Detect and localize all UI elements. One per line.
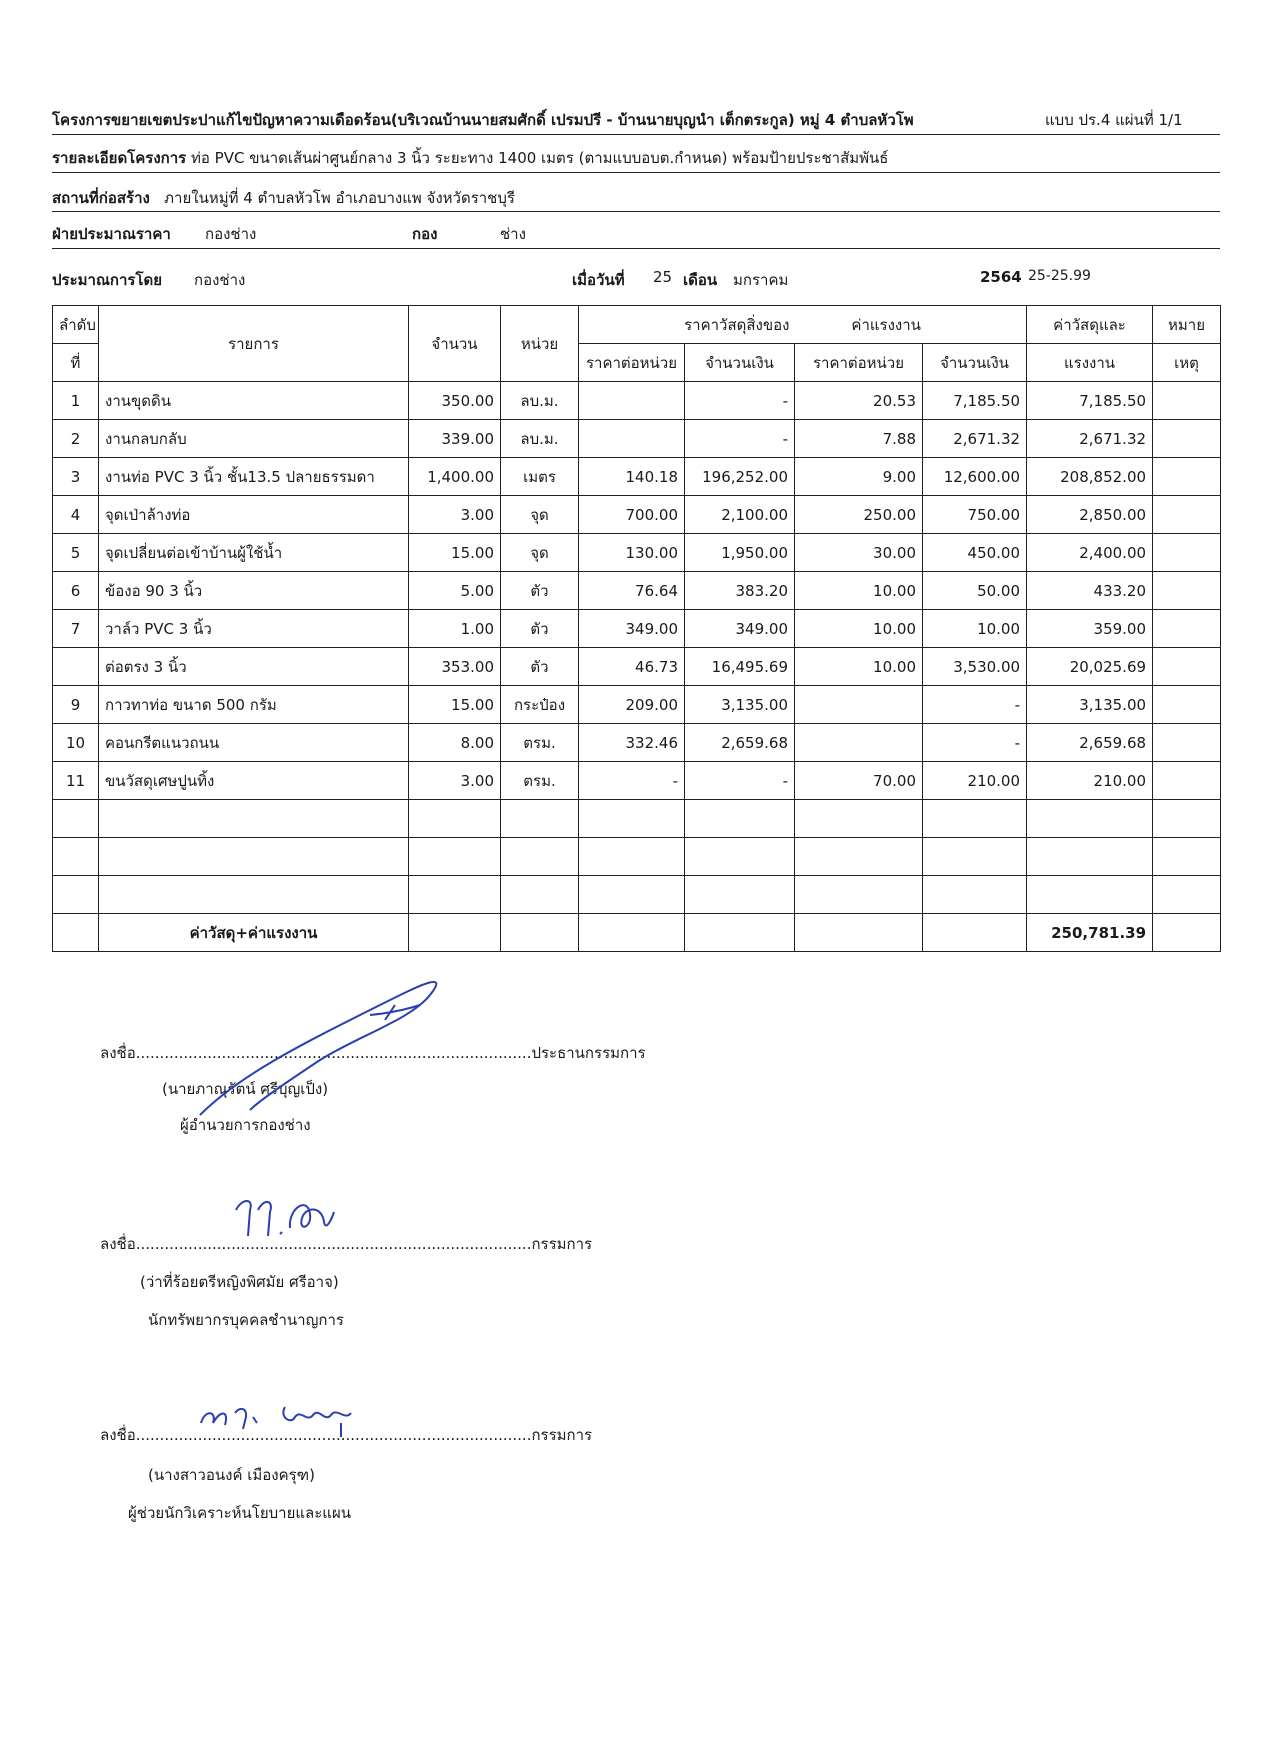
row-mat-amount: 383.20 — [685, 572, 795, 610]
col-mat-price-header: ราคาต่อหน่วย — [579, 344, 685, 382]
row-mat-price: 209.00 — [579, 686, 685, 724]
row-lab-price: 10.00 — [795, 610, 923, 648]
row-mat-amount: 16,495.69 — [685, 648, 795, 686]
signer-role: กรรมการ — [531, 1235, 593, 1253]
row-total: 20,025.69 — [1027, 648, 1153, 686]
row-lab-price: 10.00 — [795, 572, 923, 610]
row-mat-price: 349.00 — [579, 610, 685, 648]
row-lab-amount: 7,185.50 — [923, 382, 1027, 420]
row-lab-amount: - — [923, 724, 1027, 762]
row-remark — [1153, 648, 1221, 686]
signer-title-1: ผู้อำนวยการกองช่าง — [180, 1116, 311, 1134]
row-no: 5 — [53, 534, 99, 572]
row-remark — [1153, 572, 1221, 610]
row-no: 7 — [53, 610, 99, 648]
details-text: ท่อ PVC ขนาดเส้นผ่าศูนย์กลาง 3 นิ้ว ระยะทาง 1400 เมตร (ตามแบบอบต.กำหนด) พร้อมป้ายประชาสัมพันธ์ — [191, 149, 889, 167]
row-unit: กระป๋อง — [501, 686, 579, 724]
signature-line-2 — [100, 1232, 592, 1256]
row-unit: ตรม. — [501, 762, 579, 800]
row-lab-price — [795, 724, 923, 762]
row-no: 1 — [53, 382, 99, 420]
row-no: 2 — [53, 420, 99, 458]
table-row — [53, 724, 1221, 762]
row-lab-amount: 210.00 — [923, 762, 1027, 800]
row-lab-price: 30.00 — [795, 534, 923, 572]
date-day: 25 — [653, 268, 673, 286]
row-no: 11 — [53, 762, 99, 800]
row-total: 433.20 — [1027, 572, 1153, 610]
row-total: 2,671.32 — [1027, 420, 1153, 458]
estimate-table — [52, 305, 1221, 952]
material-group-header: ราคาวัสดุสิ่งของ — [684, 315, 790, 334]
row-mat-amount: - — [685, 382, 795, 420]
month-value: มกราคม — [733, 271, 789, 289]
divider — [52, 134, 1220, 135]
signer-role: ประธานกรรมการ — [531, 1044, 646, 1062]
col-total-header-2: แรงงาน — [1027, 344, 1153, 382]
divider — [52, 211, 1220, 212]
year-note: 25-25.99 — [1028, 268, 1091, 284]
empty-row — [53, 876, 1221, 914]
row-mat-amount: 1,950.00 — [685, 534, 795, 572]
row-total: 7,185.50 — [1027, 382, 1153, 420]
row-unit: เมตร — [501, 458, 579, 496]
row-item: งานกลบกลับ — [99, 420, 409, 458]
row-total: 359.00 — [1027, 610, 1153, 648]
row-unit: ลบ.ม. — [501, 382, 579, 420]
signer-name-3: (นางสาวอนงค์ เมืองครุฑ) — [148, 1466, 315, 1484]
row-total: 3,135.00 — [1027, 686, 1153, 724]
location-line — [52, 186, 1220, 210]
total-value: 250,781.39 — [1027, 914, 1153, 952]
sign-dots: ................................................................................... — [135, 1044, 532, 1062]
row-remark — [1153, 458, 1221, 496]
row-unit: ตัว — [501, 572, 579, 610]
row-item: งานขุดดิน — [99, 382, 409, 420]
row-lab-amount: 2,671.32 — [923, 420, 1027, 458]
row-lab-amount: - — [923, 686, 1027, 724]
details-label: รายละเอียดโครงการ — [52, 149, 187, 167]
handwritten-signature-2 — [228, 1188, 338, 1248]
row-no: 6 — [53, 572, 99, 610]
table-row — [53, 686, 1221, 724]
row-unit: จุด — [501, 496, 579, 534]
table-row — [53, 572, 1221, 610]
row-no: 3 — [53, 458, 99, 496]
date-label: เมื่อวันที่ — [572, 271, 625, 289]
total-row — [53, 914, 1221, 952]
labor-group-header: ค่าแรงงาน — [851, 315, 921, 334]
empty-row — [53, 838, 1221, 876]
table-row — [53, 762, 1221, 800]
row-mat-amount: - — [685, 762, 795, 800]
row-lab-price: 70.00 — [795, 762, 923, 800]
division-value: ช่าง — [500, 225, 526, 243]
row-no: 9 — [53, 686, 99, 724]
row-mat-price: 332.46 — [579, 724, 685, 762]
row-total: 2,659.68 — [1027, 724, 1153, 762]
col-lab-price-header: ราคาต่อหน่วย — [795, 344, 923, 382]
estimator-label: ประมาณการโดย — [52, 271, 163, 289]
col-lab-amount-header: จำนวนเงิน — [923, 344, 1027, 382]
row-mat-price: 46.73 — [579, 648, 685, 686]
row-total: 2,400.00 — [1027, 534, 1153, 572]
row-remark — [1153, 420, 1221, 458]
signer-name-2: (ว่าที่ร้อยตรีหญิงพิศมัย ศรีอาจ) — [140, 1273, 339, 1291]
row-unit: ตัว — [501, 648, 579, 686]
row-qty: 1.00 — [409, 610, 501, 648]
sign-dots: ................................................................................... — [135, 1426, 532, 1444]
col-no-header: ลำดับ — [53, 306, 99, 344]
row-unit: ตรม. — [501, 724, 579, 762]
table-row — [53, 496, 1221, 534]
row-lab-price: 7.88 — [795, 420, 923, 458]
row-lab-amount: 750.00 — [923, 496, 1027, 534]
row-mat-price — [579, 420, 685, 458]
row-qty: 350.00 — [409, 382, 501, 420]
col-qty-header: จำนวน — [409, 306, 501, 382]
signer-name-1: (นายภาณุรัตน์ ศรีบุญเป็ง) — [162, 1080, 329, 1098]
row-lab-price: 20.53 — [795, 382, 923, 420]
row-item: คอนกรีตแนวถนน — [99, 724, 409, 762]
row-qty: 3.00 — [409, 762, 501, 800]
row-mat-price — [579, 382, 685, 420]
sign-label: ลงชื่อ — [100, 1044, 136, 1062]
row-mat-price: 130.00 — [579, 534, 685, 572]
row-item: วาล์ว PVC 3 นิ้ว — [99, 610, 409, 648]
row-qty: 5.00 — [409, 572, 501, 610]
row-no — [53, 648, 99, 686]
empty-row — [53, 800, 1221, 838]
row-remark — [1153, 610, 1221, 648]
row-lab-amount: 12,600.00 — [923, 458, 1027, 496]
col-mat-amount-header: จำนวนเงิน — [685, 344, 795, 382]
table-row — [53, 382, 1221, 420]
header-row-1 — [53, 306, 1221, 344]
row-item: ต่อตรง 3 นิ้ว — [99, 648, 409, 686]
details-line — [52, 146, 1220, 170]
col-remark-header: หมาย — [1153, 306, 1221, 344]
col-no-header-2: ที่ — [53, 344, 99, 382]
row-qty: 3.00 — [409, 496, 501, 534]
row-lab-price: 9.00 — [795, 458, 923, 496]
col-item-header: รายการ — [99, 306, 409, 382]
table-row — [53, 420, 1221, 458]
row-lab-amount: 50.00 — [923, 572, 1027, 610]
row-mat-amount: 2,659.68 — [685, 724, 795, 762]
row-total: 210.00 — [1027, 762, 1153, 800]
row-item: จุดเป่าล้างท่อ — [99, 496, 409, 534]
dept-label: ฝ่ายประมาณราคา — [52, 225, 171, 243]
col-unit-header: หน่วย — [501, 306, 579, 382]
row-mat-price: 76.64 — [579, 572, 685, 610]
table-row — [53, 648, 1221, 686]
row-remark — [1153, 762, 1221, 800]
row-mat-amount: 349.00 — [685, 610, 795, 648]
divider — [52, 172, 1220, 173]
sign-dots: ................................................................................... — [135, 1235, 532, 1253]
row-unit: ลบ.ม. — [501, 420, 579, 458]
signer-title-3: ผู้ช่วยนักวิเคราะห์นโยบายและแผน — [128, 1504, 351, 1522]
dept-value: กองช่าง — [205, 225, 257, 243]
location-label: สถานที่ก่อสร้าง — [52, 189, 150, 207]
row-remark — [1153, 382, 1221, 420]
col-total-header: ค่าวัสดุและ — [1027, 306, 1153, 344]
row-lab-amount: 450.00 — [923, 534, 1027, 572]
row-total: 208,852.00 — [1027, 458, 1153, 496]
row-mat-amount: 3,135.00 — [685, 686, 795, 724]
row-qty: 339.00 — [409, 420, 501, 458]
group-header — [579, 306, 1027, 344]
month-label: เดือน — [683, 271, 718, 289]
sign-label: ลงชื่อ — [100, 1426, 136, 1444]
row-no: 4 — [53, 496, 99, 534]
row-qty: 1,400.00 — [409, 458, 501, 496]
signer-role: กรรมการ — [531, 1426, 593, 1444]
row-item: งานท่อ PVC 3 นิ้ว ชั้น13.5 ปลายธรรมดา — [99, 458, 409, 496]
row-item: ข้องอ 90 3 นิ้ว — [99, 572, 409, 610]
row-mat-amount: 2,100.00 — [685, 496, 795, 534]
row-mat-price: 700.00 — [579, 496, 685, 534]
row-lab-amount: 3,530.00 — [923, 648, 1027, 686]
row-remark — [1153, 724, 1221, 762]
project-title: โครงการขยายเขตประปาแก้ไขปัญหาความเดือดร้อน(บริเวณบ้านนายสมศักดิ์ เปรมปรี - บ้านนายบุญนำ เต็กตระกูล) หมู่ 4 ตำบลหัวโพ — [52, 111, 914, 129]
row-remark — [1153, 496, 1221, 534]
estimator-value: กองช่าง — [194, 271, 246, 289]
row-lab-price: 250.00 — [795, 496, 923, 534]
row-qty: 15.00 — [409, 534, 501, 572]
table-row — [53, 610, 1221, 648]
row-item: กาวทาท่อ ขนาด 500 กรัม — [99, 686, 409, 724]
division-label: กอง — [412, 225, 438, 243]
row-remark — [1153, 686, 1221, 724]
row-qty: 353.00 — [409, 648, 501, 686]
row-qty: 8.00 — [409, 724, 501, 762]
table-row — [53, 534, 1221, 572]
total-label: ค่าวัสดุ+ค่าแรงงาน — [99, 914, 409, 952]
row-item: จุดเปลี่ยนต่อเข้าบ้านผู้ใช้น้ำ — [99, 534, 409, 572]
sign-label: ลงชื่อ — [100, 1235, 136, 1253]
row-qty: 15.00 — [409, 686, 501, 724]
handwritten-signature-1 — [180, 965, 470, 1125]
row-remark — [1153, 534, 1221, 572]
form-ref: แบบ ปร.4 แผ่นที่ 1/1 — [1045, 111, 1183, 129]
row-unit: จุด — [501, 534, 579, 572]
year-value: 2564 — [980, 268, 1022, 286]
row-unit: ตัว — [501, 610, 579, 648]
col-remark-header-2: เหตุ — [1153, 344, 1221, 382]
row-lab-amount: 10.00 — [923, 610, 1027, 648]
row-no: 10 — [53, 724, 99, 762]
row-mat-price: - — [579, 762, 685, 800]
table-row — [53, 458, 1221, 496]
row-mat-amount: - — [685, 420, 795, 458]
row-mat-price: 140.18 — [579, 458, 685, 496]
divider — [52, 248, 1220, 249]
location-text: ภายในหมู่ที่ 4 ตำบลหัวโพ อำเภอบางแพ จังหวัดราชบุรี — [164, 189, 515, 207]
signer-title-2: นักทรัพยากรบุคคลชำนาญการ — [148, 1311, 344, 1329]
handwritten-signature-3 — [195, 1395, 365, 1440]
row-item: ขนวัสดุเศษปูนทิ้ง — [99, 762, 409, 800]
row-total: 2,850.00 — [1027, 496, 1153, 534]
row-lab-price — [795, 686, 923, 724]
row-lab-price: 10.00 — [795, 648, 923, 686]
row-mat-amount: 196,252.00 — [685, 458, 795, 496]
